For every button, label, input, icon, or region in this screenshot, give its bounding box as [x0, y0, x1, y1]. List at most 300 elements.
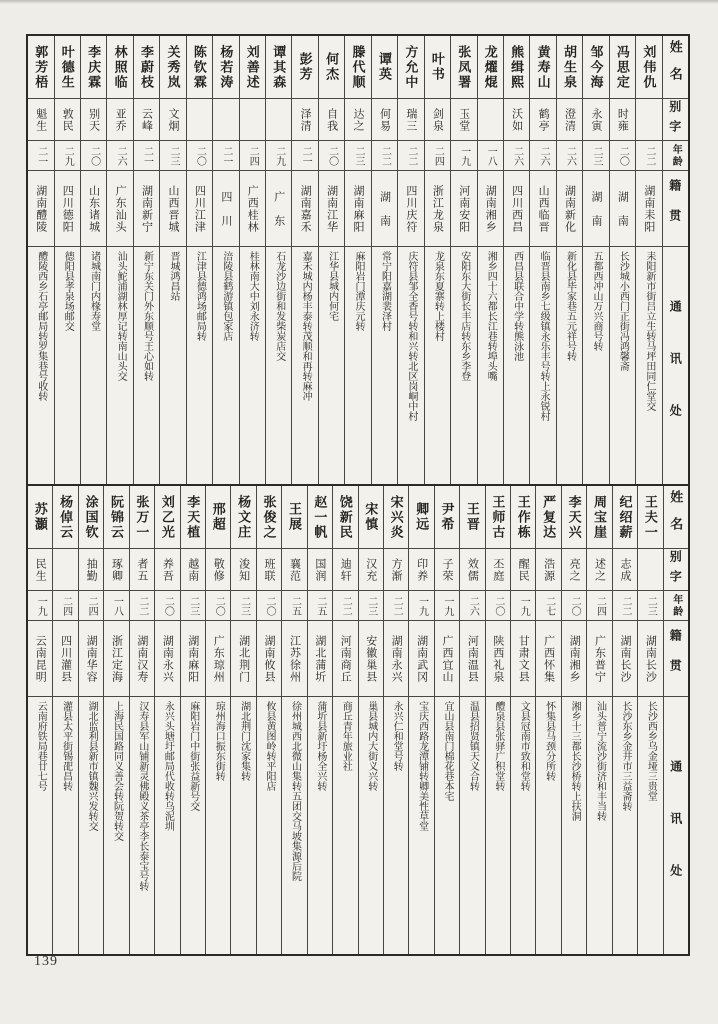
native-place: 广东普宁	[587, 620, 611, 696]
address: 蒲圻县新圩杨全兴转	[308, 696, 332, 954]
field-label-age: 年龄	[663, 140, 688, 170]
person-name: 周宝崖	[592, 494, 608, 540]
person-column	[129, 486, 154, 954]
age: 二〇	[81, 140, 106, 170]
age: 一八	[104, 590, 128, 620]
age: 二六	[107, 140, 132, 170]
person-column	[256, 486, 281, 954]
age: 二〇	[206, 590, 230, 620]
age: 二一	[213, 140, 238, 170]
address: 商丘青年旅业社	[333, 696, 357, 954]
address: 汕头普宁流沙街济和丰当转	[587, 696, 611, 954]
person-name: 邹今海	[588, 44, 604, 90]
person-column	[205, 486, 230, 954]
age: 二三	[583, 140, 608, 170]
courtesy-name: 魁生	[28, 98, 53, 140]
person-column	[450, 36, 476, 484]
person-column	[281, 486, 306, 954]
address: 湖北监利县新市镇魏兴发转交	[79, 696, 103, 954]
courtesy-name: 剑泉	[425, 98, 450, 140]
field-label-zi: 别字	[664, 548, 688, 590]
person-name: 刘乙光	[159, 494, 175, 540]
person-name: 纪绍薪	[617, 494, 633, 540]
age: 二〇	[155, 590, 179, 620]
native-place: 湖北荆门	[231, 620, 255, 696]
age: 一八	[478, 140, 503, 170]
courtesy-name: 者五	[130, 548, 154, 590]
native-place: 陕西礼泉	[486, 620, 510, 696]
address: 温县招贤镇天义合转	[460, 696, 484, 954]
person-column	[408, 486, 433, 954]
address: 江华县城内何宅	[319, 246, 344, 484]
address: 琼州海口振东街转	[206, 696, 230, 954]
courtesy-name: 文炯	[160, 98, 185, 140]
person-name: 尹希	[439, 502, 455, 532]
age: 二二	[372, 140, 397, 170]
native-place: 江苏徐州	[282, 620, 306, 696]
person-column	[186, 36, 212, 484]
person-name: 李蔚枝	[139, 44, 155, 90]
native-place: 广 东	[266, 170, 291, 246]
field-label-zi: 别字	[663, 98, 688, 140]
native-place: 湖南麻阳	[345, 170, 370, 246]
person-column	[180, 486, 205, 954]
native-place: 湖南醴陵	[28, 170, 53, 246]
person-name: 张凤署	[456, 44, 472, 90]
address: 长沙西乡乌金垭三贵堂	[638, 696, 662, 954]
native-place: 甘肃文县	[511, 620, 535, 696]
person-name: 邢超	[210, 502, 226, 532]
courtesy-name: 迪轩	[333, 548, 357, 590]
courtesy-name: 鹤亭	[530, 98, 555, 140]
age: 二一	[292, 140, 317, 170]
age: 二〇	[562, 590, 586, 620]
age: 二三	[638, 590, 662, 620]
native-place: 湖南汉寿	[130, 620, 154, 696]
native-place: 四川江津	[187, 170, 212, 246]
courtesy-name: 别天	[81, 98, 106, 140]
native-place: 湖 南	[583, 170, 608, 246]
native-place: 湖 南	[610, 170, 635, 246]
native-place: 安徽巢县	[359, 620, 383, 696]
person-column	[582, 36, 608, 484]
address: 龙泉东夏寨转上楼村	[425, 246, 450, 484]
native-place: 湖南攸县	[257, 620, 281, 696]
courtesy-name: 子荣	[435, 548, 459, 590]
person-name: 冯思定	[614, 44, 630, 90]
person-column	[637, 486, 662, 954]
person-column	[383, 486, 408, 954]
address: 湘乡四十六都长江巷转埠头嘴	[478, 246, 503, 484]
courtesy-name: 民生	[28, 548, 52, 590]
native-place: 湖南湘乡	[562, 620, 586, 696]
address: 晋城鸿昌站	[160, 246, 185, 484]
courtesy-name: 襄范	[282, 548, 306, 590]
person-name: 李天兴	[566, 494, 582, 540]
native-place: 四 川	[213, 170, 238, 246]
person-name: 龙燿焜	[482, 44, 498, 90]
age: 一九	[28, 590, 52, 620]
person-column	[635, 36, 661, 484]
native-place: 四川西昌	[504, 170, 529, 246]
person-column	[503, 36, 529, 484]
address: 新化县毕家巷五元祥号转	[557, 246, 582, 484]
person-column	[291, 36, 317, 484]
person-name: 方允中	[403, 44, 419, 90]
age: 二二	[398, 140, 423, 170]
courtesy-name: 敦民	[55, 98, 80, 140]
person-column	[529, 36, 555, 484]
courtesy-name: 醒民	[511, 548, 535, 590]
native-place: 河南安阳	[451, 170, 476, 246]
person-name: 卿远	[414, 502, 430, 532]
person-name: 严复达	[541, 494, 557, 540]
directory-band-top	[26, 34, 690, 486]
address: 云南府铁局巷廿七号	[28, 696, 52, 954]
address: 文县冠南市致和堂转	[511, 696, 535, 954]
person-column	[54, 36, 80, 484]
courtesy-name: 越南	[181, 548, 205, 590]
age: 二三	[345, 140, 370, 170]
address: 长沙东乡金井市三益斋转	[613, 696, 637, 954]
courtesy-name: 玉堂	[451, 98, 476, 140]
age: 二〇	[610, 140, 635, 170]
courtesy-name: 方渐	[384, 548, 408, 590]
native-place: 湖 南	[372, 170, 397, 246]
person-name: 涂国钦	[83, 494, 99, 540]
address: 宝庆西路龙潭铺转卿美性草堂	[409, 696, 433, 954]
person-name: 王晋	[464, 502, 480, 532]
person-name: 阮锦云	[109, 494, 124, 540]
person-column	[28, 36, 53, 484]
address: 汉寿县军山铺新灵佛殿义茶亭李长泰宝号转	[130, 696, 154, 954]
courtesy-name: 丕庭	[486, 548, 510, 590]
age: 二〇	[257, 590, 281, 620]
native-place: 湖南新宁	[134, 170, 159, 246]
field-label-age: 年龄	[664, 590, 688, 620]
person-column	[586, 486, 611, 954]
address: 涪陵县鹤游镇包家店	[213, 246, 238, 484]
courtesy-name: 效儒	[460, 548, 484, 590]
field-label-column	[662, 36, 688, 484]
courtesy-name: 述之	[587, 548, 611, 590]
age: 二二	[333, 590, 357, 620]
native-place: 湖南江华	[319, 170, 344, 246]
age: 一九	[409, 590, 433, 620]
person-column	[28, 486, 52, 954]
person-column	[133, 36, 159, 484]
person-column	[78, 486, 103, 954]
native-place: 湖南永兴	[155, 620, 179, 696]
address: 庆符县邹全香号转和兴转北区岗峒中村	[398, 246, 423, 484]
address: 永兴头塘圩邮局代收转乌泥圳	[155, 696, 179, 954]
directory-table	[26, 34, 690, 956]
native-place: 湖南耒阳	[636, 170, 661, 246]
native-place: 浙江龙泉	[425, 170, 450, 246]
native-place: 四川庆符	[398, 170, 423, 246]
address: 上海民国路同义善会转阮贺转交	[104, 696, 128, 954]
age: 二二	[384, 590, 408, 620]
directory-band-bottom	[26, 486, 690, 956]
person-column	[561, 486, 586, 954]
person-column	[212, 36, 238, 484]
address: 醴陵西乡石亭邮局转罗集巷号收转	[28, 246, 53, 484]
address: 诸城南门内椽寿堂	[81, 246, 106, 484]
age: 二六	[504, 140, 529, 170]
address: 徐州城西北微山集转五团交马坡集源后院	[282, 696, 306, 954]
person-column	[612, 486, 637, 954]
person-name: 林照临	[112, 44, 128, 90]
person-name: 陈钦霖	[191, 44, 207, 90]
address: 长沙城小西门正街冯鸿馨斋	[610, 246, 635, 484]
native-place: 山东诸城	[81, 170, 106, 246]
person-name: 张俊之	[261, 494, 277, 540]
age: 二五	[308, 590, 332, 620]
age: 二三	[181, 590, 205, 620]
age: 一九	[511, 590, 535, 620]
age: 二三	[231, 590, 255, 620]
address: 怀集县马颈分所转	[536, 696, 560, 954]
person-column	[485, 486, 510, 954]
person-name: 谭英	[376, 52, 392, 82]
age: 二四	[587, 590, 611, 620]
person-name: 熊缉熙	[509, 44, 525, 90]
person-name: 王展	[286, 502, 302, 532]
person-column	[477, 36, 503, 484]
native-place: 广东汕头	[107, 170, 132, 246]
age: 二五	[282, 590, 306, 620]
person-name: 彭芳	[297, 52, 313, 82]
person-name: 李庆霖	[86, 44, 102, 90]
native-place: 广西怀集	[536, 620, 560, 696]
address: 耒阳新市街吕立生转马坪田同仁堂交	[636, 246, 661, 484]
address: 灌县太平街锡巶昌转	[53, 696, 77, 954]
person-column	[159, 36, 185, 484]
native-place: 广西桂林	[240, 170, 265, 246]
age: 二一	[134, 140, 159, 170]
person-name: 杨倬云	[58, 494, 74, 540]
person-column	[344, 36, 370, 484]
native-place: 湖南武冈	[409, 620, 433, 696]
native-place: 湖南长沙	[638, 620, 662, 696]
courtesy-name: 抽勤	[79, 548, 103, 590]
age: 二四	[53, 590, 77, 620]
courtesy-name	[240, 98, 265, 140]
person-name: 刘善述	[244, 44, 260, 90]
native-place: 山西临晋	[530, 170, 555, 246]
person-column	[154, 486, 179, 954]
courtesy-name: 时雍	[610, 98, 635, 140]
address: 醴泉县张驿广积堂转	[486, 696, 510, 954]
age: 二九	[55, 140, 80, 170]
address: 永兴仁和堂号转	[384, 696, 408, 954]
person-name: 胡生泉	[562, 44, 578, 90]
field-label-name: 姓名	[668, 490, 684, 544]
person-name: 滕代顺	[350, 44, 366, 90]
person-name: 刘伟仇	[641, 44, 657, 90]
age: 二六	[557, 140, 582, 170]
address: 德阳县孝泉场邮交	[55, 246, 80, 484]
native-place: 四川灌县	[53, 620, 77, 696]
courtesy-name: 班联	[257, 548, 281, 590]
person-name: 王师古	[490, 494, 506, 540]
native-place: 湖南嘉禾	[292, 170, 317, 246]
person-name: 叶德生	[59, 44, 75, 90]
field-label-origin: 籍贯	[663, 170, 688, 246]
courtesy-name	[213, 98, 238, 140]
person-column	[318, 36, 344, 484]
native-place: 湖南湘乡	[478, 170, 503, 246]
courtesy-name: 养吾	[155, 548, 179, 590]
courtesy-name: 琢卿	[104, 548, 128, 590]
person-name: 郭芳梧	[33, 44, 49, 90]
address: 石龙沙边街和发柴炭店交	[266, 246, 291, 484]
courtesy-name: 汉充	[359, 548, 383, 590]
field-label-column	[663, 486, 688, 954]
courtesy-name	[478, 98, 503, 140]
person-column	[371, 36, 397, 484]
courtesy-name: 云峰	[134, 98, 159, 140]
person-column	[52, 486, 77, 954]
person-name: 王作栋	[515, 494, 531, 540]
courtesy-name: 亮之	[562, 548, 586, 590]
address: 临晋县南乡七级镇永乐丰号转上永锐村	[530, 246, 555, 484]
courtesy-name	[636, 98, 661, 140]
address: 西昌县联合中学转熊泳池	[504, 246, 529, 484]
native-place: 广东琼州	[206, 620, 230, 696]
native-place: 云南昆明	[28, 620, 52, 696]
person-column	[459, 486, 484, 954]
person-column	[230, 486, 255, 954]
address: 五都西冲山万兴商号转	[583, 246, 608, 484]
courtesy-name: 瑞三	[398, 98, 423, 140]
native-place: 湖南华容	[79, 620, 103, 696]
native-place: 湖南麻阳	[181, 620, 205, 696]
person-column	[397, 36, 423, 484]
age: 二〇	[319, 140, 344, 170]
person-name: 何杰	[324, 52, 340, 82]
native-place: 四川德阳	[55, 170, 80, 246]
courtesy-name: 沃如	[504, 98, 529, 140]
person-name: 宋慎	[363, 502, 379, 532]
age: 二七	[536, 590, 560, 620]
page-number: 139	[34, 954, 58, 969]
person-name: 苏灝	[32, 502, 48, 532]
native-place: 湖南长沙	[613, 620, 637, 696]
age: 二四	[425, 140, 450, 170]
address: 江津县德鸿场邮局转	[187, 246, 212, 484]
courtesy-name: 国润	[308, 548, 332, 590]
person-column	[239, 36, 265, 484]
courtesy-name: 澄清	[557, 98, 582, 140]
courtesy-name	[638, 548, 662, 590]
field-label-address: 通讯处	[663, 246, 688, 484]
person-column	[609, 36, 635, 484]
person-name: 杨文庄	[236, 494, 252, 540]
native-place: 浙江定海	[104, 620, 128, 696]
person-column	[332, 486, 357, 954]
person-name: 宋兴炎	[388, 494, 404, 540]
native-place: 山西晋城	[160, 170, 185, 246]
age: 二六	[530, 140, 555, 170]
person-column	[510, 486, 535, 954]
native-place: 河南商丘	[333, 620, 357, 696]
age: 二四	[240, 140, 265, 170]
person-column	[103, 486, 128, 954]
native-place: 湖北蒲圻	[308, 620, 332, 696]
address: 湖北荆门沈家集转	[231, 696, 255, 954]
age: 二三	[359, 590, 383, 620]
address: 巢县城内大街义兴转	[359, 696, 383, 954]
native-place: 湖南永兴	[384, 620, 408, 696]
field-label-origin: 籍贯	[664, 620, 688, 696]
courtesy-name: 泽清	[292, 98, 317, 140]
person-name: 张万一	[134, 494, 150, 540]
address: 宜山县南门棉花巷本宅	[435, 696, 459, 954]
age: 一九	[435, 590, 459, 620]
courtesy-name: 印养	[409, 548, 433, 590]
person-name: 杨若涛	[218, 44, 234, 90]
courtesy-name: 浩源	[536, 548, 560, 590]
age: 二二	[636, 140, 661, 170]
field-label-name: 姓名	[667, 40, 683, 94]
person-column	[424, 36, 450, 484]
age: 二六	[460, 590, 484, 620]
person-name: 王夫一	[642, 494, 658, 540]
age: 二四	[79, 590, 103, 620]
age: 二二	[613, 590, 637, 620]
native-place: 河南温县	[460, 620, 484, 696]
person-column	[535, 486, 560, 954]
age: 二九	[266, 140, 291, 170]
person-name: 赵一帆	[312, 494, 328, 540]
person-name: 黄寿山	[535, 44, 551, 90]
person-column	[106, 36, 132, 484]
address: 常宁阳嘉湖裴泽村	[372, 246, 397, 484]
courtesy-name	[266, 98, 291, 140]
age: 一九	[451, 140, 476, 170]
courtesy-name: 自我	[319, 98, 344, 140]
age: 二一	[28, 140, 53, 170]
address: 麻阳岩门潭庆元转	[345, 246, 370, 484]
person-column	[358, 486, 383, 954]
address: 攸县黄图岭转平阳店	[257, 696, 281, 954]
courtesy-name: 永寅	[583, 98, 608, 140]
person-column	[80, 36, 106, 484]
courtesy-name: 何易	[372, 98, 397, 140]
address: 安阳东大街长丰店转东乡李登	[451, 246, 476, 484]
person-name: 李天植	[185, 494, 201, 540]
courtesy-name: 亚乔	[107, 98, 132, 140]
person-name: 饶新民	[337, 494, 353, 540]
address: 麻阳岩门中街张益新号交	[181, 696, 205, 954]
courtesy-name: 达之	[345, 98, 370, 140]
courtesy-name: 浚知	[231, 548, 255, 590]
address: 桂林南大中刘永济转	[240, 246, 265, 484]
field-label-address: 通讯处	[664, 696, 688, 954]
address: 嘉禾城内杨丰泰转茂顺和再转麻冲	[292, 246, 317, 484]
person-column	[434, 486, 459, 954]
person-column	[307, 486, 332, 954]
person-name: 叶书	[429, 52, 445, 82]
person-name: 关秀岚	[165, 44, 181, 90]
courtesy-name	[187, 98, 212, 140]
courtesy-name: 敬修	[206, 548, 230, 590]
courtesy-name: 志成	[613, 548, 637, 590]
person-column	[556, 36, 582, 484]
age: 二二	[130, 590, 154, 620]
age: 二〇	[187, 140, 212, 170]
